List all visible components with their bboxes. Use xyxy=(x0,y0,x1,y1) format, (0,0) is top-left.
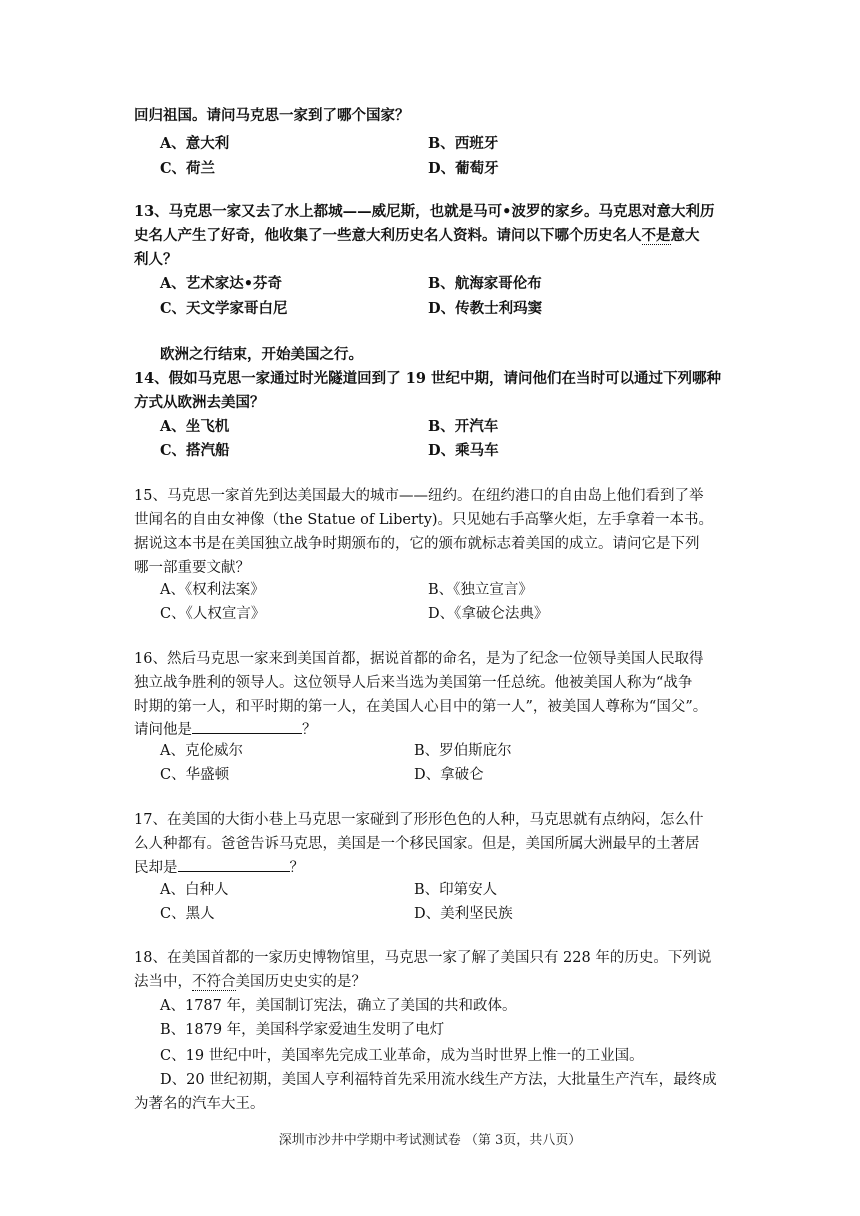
q18-option-d: D、20 世纪初期，美国人亨利福特首先采用流水线生产方法，大批量生产汽车，最终成 xyxy=(160,1072,717,1088)
q17-line-3: 民却是 ？ xyxy=(134,856,304,878)
q15-option-d: D、《拿破仑法典》 xyxy=(428,606,549,622)
q12-option-a: A、意大利 xyxy=(160,135,230,152)
q15-line-2: 世闻名的自由女神像（the Statue of Liberty)。只见她右手高擎火炬，左手拿着一本书。 xyxy=(134,512,714,528)
q15-line-4: 哪一部重要文献？ xyxy=(134,560,250,576)
q15-line-3: 据说这本书是在美国独立战争时期颁布的，它的颁布就标志着美国的成立。请问它是下列 xyxy=(134,536,700,552)
page-footer: 深圳市沙井中学期中考试测试卷 （第 3页，共八页） xyxy=(278,1133,582,1148)
q18-option-a: A、1787 年，美国制订宪法，确立了美国的共和政体。 xyxy=(160,998,517,1014)
q16-line-1: 16、然后马克思一家来到美国首都，据说首都的命名，是为了纪念一位领导美国人民取得 xyxy=(134,651,704,667)
q17-option-a: A、白种人 xyxy=(160,882,229,898)
q14-option-a: A、坐飞机 xyxy=(160,418,230,435)
q17-line-2: 么人种都有。爸爸告诉马克思，美国是一个移民国家。但是，美国所属大洲最早的土著居 xyxy=(134,836,700,852)
q16-option-a: A、克伦威尔 xyxy=(160,743,243,759)
q15-line-1: 15、马克思一家首先到达美国最大的城市——纽约。在纽约港口的自由岛上他们看到了举 xyxy=(134,488,704,504)
q14-option-b: B、开汽车 xyxy=(428,418,499,435)
q12-option-b: B、西班牙 xyxy=(428,135,499,152)
q15-option-c: C、《人权宣言》 xyxy=(160,606,266,622)
answer-blank xyxy=(192,718,302,734)
q12-option-d: D、葡萄牙 xyxy=(428,160,499,177)
q13-line-2: 史名人产生了好奇，他收集了一些意大利历史名人资料。请问以下哪个历史名人不是意大 xyxy=(134,227,700,244)
q16-option-b: B、罗伯斯庇尔 xyxy=(414,743,512,759)
q17-option-d: D、美利坚民族 xyxy=(414,906,513,922)
q17-option-c: C、黑人 xyxy=(160,906,215,922)
q14-line-1: 14、假如马克思一家通过时光隧道回到了 19 世纪中期，请问他们在当时可以通过下列哪种 xyxy=(134,370,721,387)
q18-option-b: B、1879 年，美国科学家爱迪生发明了电灯 xyxy=(160,1022,445,1038)
q14-line-2: 方式从欧洲去美国？ xyxy=(134,394,265,411)
section-intro: 欧洲之行结束，开始美国之行。 xyxy=(160,346,363,363)
q14-option-d: D、乘马车 xyxy=(428,442,499,459)
q13-option-a: A、艺术家达•芬奇 xyxy=(160,275,283,292)
q15-option-a: A、《权利法案》 xyxy=(160,582,265,598)
q16-option-d: D、拿破仑 xyxy=(414,767,484,783)
q17-line-1: 17、在美国的大街小巷上马克思一家碰到了形形色色的人种，马克思就有点纳闷，怎么什 xyxy=(134,812,704,828)
q12-option-c: C、荷兰 xyxy=(160,160,216,177)
emphasis-not: 不符合 xyxy=(192,974,236,990)
q18-option-c: C、19 世纪中叶，美国率先完成工业革命，成为当时世界上惟一的工业国。 xyxy=(160,1048,644,1064)
q16-line-4: 请问他是 ？ xyxy=(134,718,317,740)
q18-line-2: 法当中，不符合美国历史史实的是？ xyxy=(134,974,366,990)
q13-option-c: C、天文学家哥白尼 xyxy=(160,300,288,317)
q13-line-3: 利人？ xyxy=(134,251,178,268)
answer-blank xyxy=(178,856,290,872)
q17-option-b: B、印第安人 xyxy=(414,882,498,898)
q14-option-c: C、搭汽船 xyxy=(160,442,230,459)
q13-option-d: D、传教士利玛窦 xyxy=(428,300,543,317)
q18-option-d-cont: 为著名的汽车大王。 xyxy=(134,1096,265,1112)
q16-line-2: 独立战争胜利的领导人。这位领导人后来当选为美国第一任总统。他被美国人称为“战争 xyxy=(134,675,693,691)
q13-line-1: 13、马克思一家又去了水上都城——威尼斯，也就是马可•波罗的家乡。马克思对意大利历 xyxy=(134,203,715,220)
q18-line-1: 18、在美国首都的一家历史博物馆里，马克思一家了解了美国只有 228 年的历史。下列说 xyxy=(134,950,712,966)
q16-line-3: 时期的第一人，和平时期的第一人，在美国人心目中的第一人”，被美国人尊称为“国父”。 xyxy=(134,699,708,715)
q15-option-b: B、《独立宣言》 xyxy=(428,582,533,598)
q16-option-c: C、华盛顿 xyxy=(160,767,230,783)
emphasis-not: 不是 xyxy=(641,227,671,244)
q13-option-b: B、航海家哥伦布 xyxy=(428,275,542,292)
q12-text: 回归祖国。请问马克思一家到了哪个国家？ xyxy=(134,107,410,124)
